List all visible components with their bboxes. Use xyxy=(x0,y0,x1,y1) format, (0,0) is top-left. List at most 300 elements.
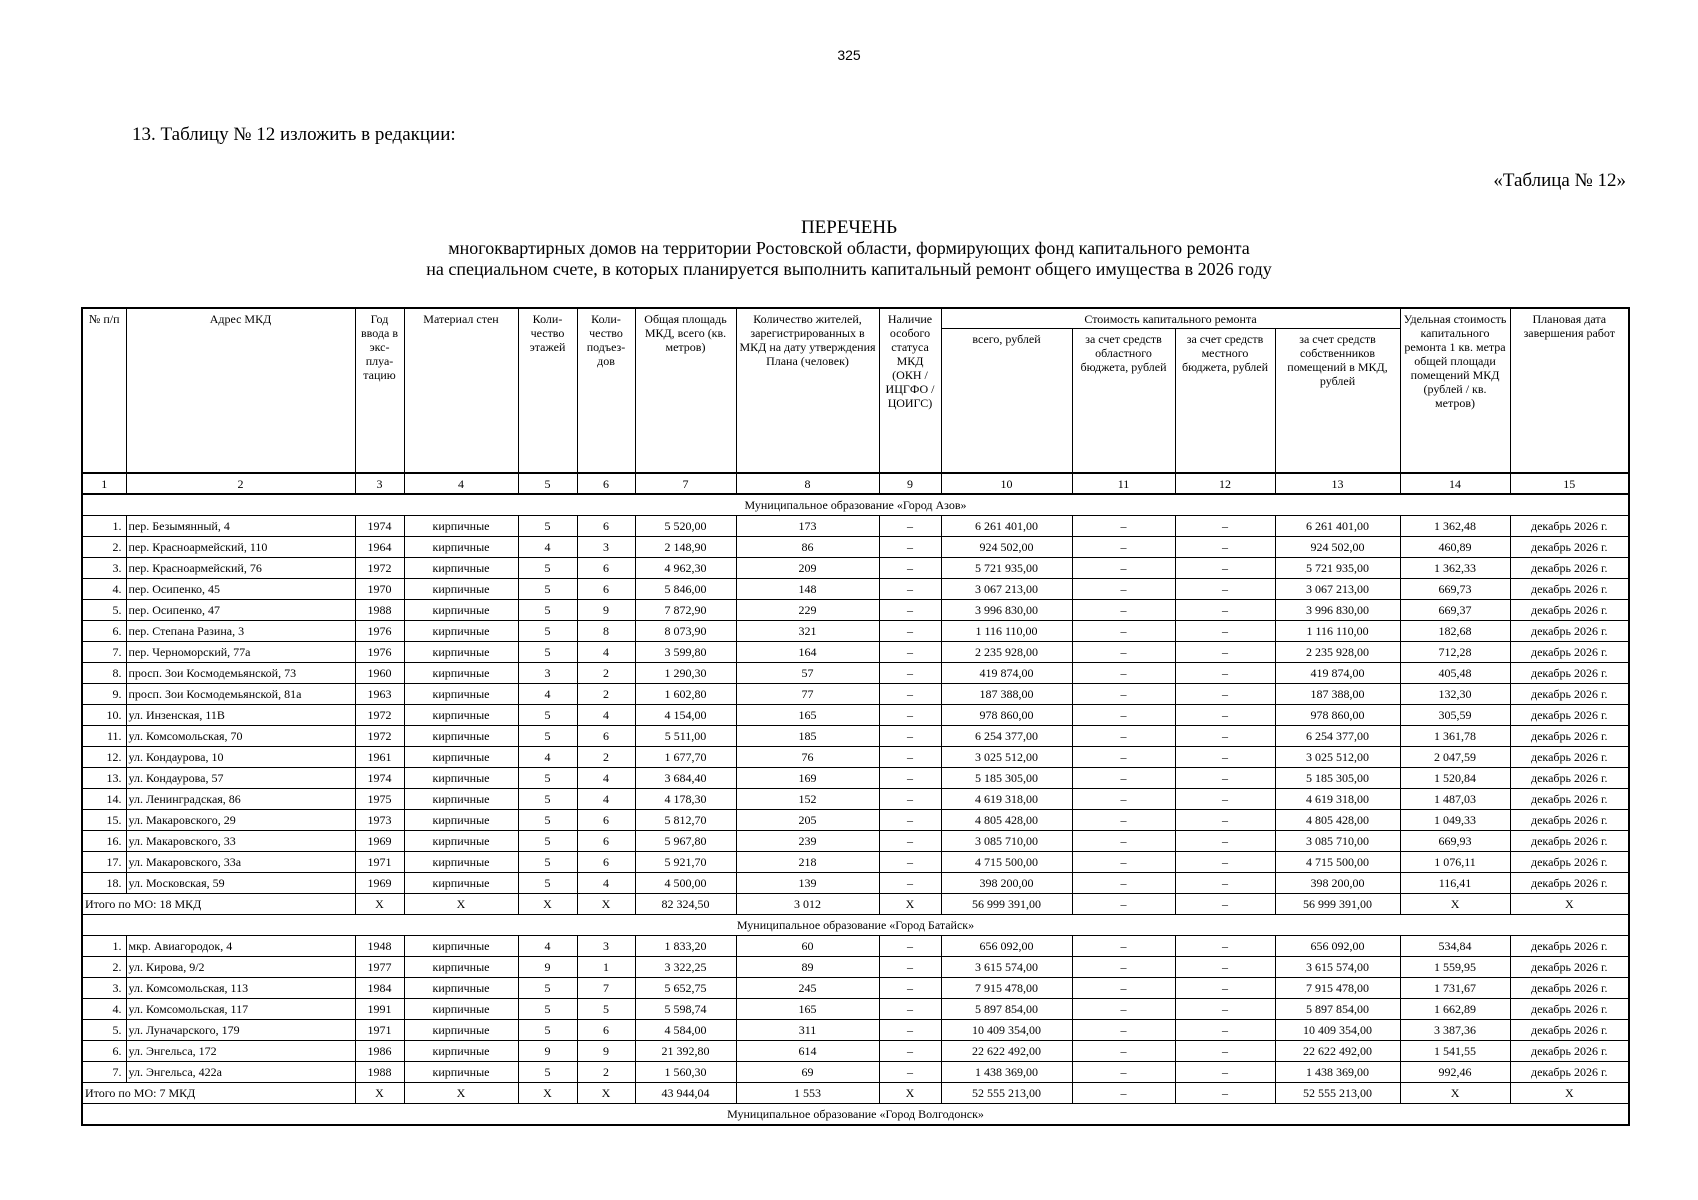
floors: 4 xyxy=(518,936,577,957)
cost-local: – xyxy=(1175,726,1275,747)
address: пер. Черноморский, 77а xyxy=(126,642,355,663)
cost-total: 52 555 213,00 xyxy=(941,1083,1072,1104)
completion-date: декабрь 2026 г. xyxy=(1510,684,1629,705)
unit-cost: 1 362,33 xyxy=(1400,558,1510,579)
floors: 3 xyxy=(518,663,577,684)
row-number: 1. xyxy=(82,936,126,957)
total-area: 4 178,30 xyxy=(635,789,736,810)
floors: 5 xyxy=(518,579,577,600)
unit-cost: 1 559,95 xyxy=(1400,957,1510,978)
cost-local: – xyxy=(1175,1083,1275,1104)
wall-material: кирпичные xyxy=(404,1041,518,1062)
address: ул. Кондаурова, 57 xyxy=(126,768,355,789)
column-number: 12 xyxy=(1175,473,1275,494)
table-row xyxy=(82,558,1629,579)
cost-owners: 10 409 354,00 xyxy=(1275,1020,1400,1041)
residents: 86 xyxy=(736,537,879,558)
total-row xyxy=(82,894,1629,915)
cost-total: 398 200,00 xyxy=(941,873,1072,894)
year-built: 1984 xyxy=(355,978,404,999)
year-built: X xyxy=(355,894,404,915)
special-status: – xyxy=(879,726,941,747)
unit-cost: 1 049,33 xyxy=(1400,810,1510,831)
cost-local: – xyxy=(1175,579,1275,600)
cost-owners: 187 388,00 xyxy=(1275,684,1400,705)
completion-date: декабрь 2026 г. xyxy=(1510,558,1629,579)
column-number: 4 xyxy=(404,473,518,494)
cost-owners: 56 999 391,00 xyxy=(1275,894,1400,915)
unit-cost: 1 487,03 xyxy=(1400,789,1510,810)
total-label: Итого по МО: 18 МКД xyxy=(82,894,355,915)
special-status: X xyxy=(879,894,941,915)
row-number: 6. xyxy=(82,621,126,642)
year-built: 1969 xyxy=(355,873,404,894)
entrances: 2 xyxy=(577,747,635,768)
total-area: 5 511,00 xyxy=(635,726,736,747)
cost-total: 3 615 574,00 xyxy=(941,957,1072,978)
floors: 5 xyxy=(518,999,577,1020)
entrances: 2 xyxy=(577,663,635,684)
cost-regional: – xyxy=(1072,873,1175,894)
cost-local: – xyxy=(1175,558,1275,579)
row-number: 3. xyxy=(82,978,126,999)
cost-total: 187 388,00 xyxy=(941,684,1072,705)
table-row xyxy=(82,999,1629,1020)
cost-regional: – xyxy=(1072,726,1175,747)
wall-material: кирпичные xyxy=(404,726,518,747)
year-built: 1976 xyxy=(355,621,404,642)
col-header-12: за счет средств местного бюджета, рублей xyxy=(1175,329,1275,474)
address: мкр. Авиагородок, 4 xyxy=(126,936,355,957)
cost-regional: – xyxy=(1072,600,1175,621)
residents: 57 xyxy=(736,663,879,684)
entrances: 6 xyxy=(577,1020,635,1041)
wall-material: кирпичные xyxy=(404,579,518,600)
completion-date: декабрь 2026 г. xyxy=(1510,1062,1629,1083)
cost-owners: 6 254 377,00 xyxy=(1275,726,1400,747)
floors: 5 xyxy=(518,705,577,726)
entrances: 4 xyxy=(577,789,635,810)
floors: 9 xyxy=(518,1041,577,1062)
row-number: 14. xyxy=(82,789,126,810)
floors: 5 xyxy=(518,1020,577,1041)
floors: 5 xyxy=(518,642,577,663)
cost-regional: – xyxy=(1072,810,1175,831)
year-built: 1988 xyxy=(355,600,404,621)
cost-owners: 4 619 318,00 xyxy=(1275,789,1400,810)
entrances: 5 xyxy=(577,999,635,1020)
cost-owners: 5 721 935,00 xyxy=(1275,558,1400,579)
floors: 5 xyxy=(518,516,577,537)
cost-owners: 52 555 213,00 xyxy=(1275,1083,1400,1104)
residents: 614 xyxy=(736,1041,879,1062)
row-number: 16. xyxy=(82,831,126,852)
cost-total: 419 874,00 xyxy=(941,663,1072,684)
total-row xyxy=(82,1083,1629,1104)
residents: 218 xyxy=(736,852,879,873)
total-area: 43 944,04 xyxy=(635,1083,736,1104)
floors: 5 xyxy=(518,600,577,621)
unit-cost: X xyxy=(1400,1083,1510,1104)
special-status: – xyxy=(879,831,941,852)
unit-cost: 2 047,59 xyxy=(1400,747,1510,768)
completion-date: декабрь 2026 г. xyxy=(1510,957,1629,978)
floors: 5 xyxy=(518,789,577,810)
wall-material: кирпичные xyxy=(404,831,518,852)
year-built: 1972 xyxy=(355,726,404,747)
floors: 5 xyxy=(518,852,577,873)
address: пер. Красноармейский, 110 xyxy=(126,537,355,558)
cost-regional: – xyxy=(1072,642,1175,663)
residents: 165 xyxy=(736,705,879,726)
entrances: 6 xyxy=(577,516,635,537)
cost-total: 3 996 830,00 xyxy=(941,600,1072,621)
unit-cost: 1 541,55 xyxy=(1400,1041,1510,1062)
unit-cost: 669,37 xyxy=(1400,600,1510,621)
cost-owners: 4 715 500,00 xyxy=(1275,852,1400,873)
special-status: – xyxy=(879,978,941,999)
cost-total: 1 438 369,00 xyxy=(941,1062,1072,1083)
completion-date: X xyxy=(1510,894,1629,915)
cost-owners: 978 860,00 xyxy=(1275,705,1400,726)
col-header-5: Коли-чество этажей xyxy=(518,308,577,473)
residents: 239 xyxy=(736,831,879,852)
unit-cost: 669,93 xyxy=(1400,831,1510,852)
table-row xyxy=(82,705,1629,726)
entrances: 4 xyxy=(577,642,635,663)
year-built: 1964 xyxy=(355,537,404,558)
cost-regional: – xyxy=(1072,1020,1175,1041)
row-number: 5. xyxy=(82,600,126,621)
wall-material: X xyxy=(404,1083,518,1104)
cost-total: 10 409 354,00 xyxy=(941,1020,1072,1041)
special-status: – xyxy=(879,999,941,1020)
cost-local: – xyxy=(1175,936,1275,957)
cost-total: 22 622 492,00 xyxy=(941,1041,1072,1062)
residents: 77 xyxy=(736,684,879,705)
entrances: 3 xyxy=(577,537,635,558)
residents: 1 553 xyxy=(736,1083,879,1104)
column-number: 13 xyxy=(1275,473,1400,494)
entrances: 8 xyxy=(577,621,635,642)
cost-total: 3 085 710,00 xyxy=(941,831,1072,852)
year-built: 1972 xyxy=(355,705,404,726)
column-number: 14 xyxy=(1400,473,1510,494)
unit-cost: 1 076,11 xyxy=(1400,852,1510,873)
address: ул. Московская, 59 xyxy=(126,873,355,894)
mkd-table xyxy=(81,307,1630,1126)
year-built: 1988 xyxy=(355,1062,404,1083)
floors: 5 xyxy=(518,1062,577,1083)
total-area: 82 324,50 xyxy=(635,894,736,915)
cost-local: – xyxy=(1175,600,1275,621)
col-header-cost-group: Стоимость капитального ремонта xyxy=(941,308,1400,329)
column-number: 1 xyxy=(82,473,126,494)
table-row xyxy=(82,957,1629,978)
special-status: – xyxy=(879,684,941,705)
year-built: 1963 xyxy=(355,684,404,705)
total-label: Итого по МО: 7 МКД xyxy=(82,1083,355,1104)
entrances: 1 xyxy=(577,957,635,978)
special-status: – xyxy=(879,852,941,873)
entrances: 6 xyxy=(577,579,635,600)
cost-owners: 1 438 369,00 xyxy=(1275,1062,1400,1083)
address: ул. Кирова, 9/2 xyxy=(126,957,355,978)
year-built: 1961 xyxy=(355,747,404,768)
cost-total: 4 805 428,00 xyxy=(941,810,1072,831)
row-number: 2. xyxy=(82,537,126,558)
address: пер. Осипенко, 45 xyxy=(126,579,355,600)
unit-cost: 460,89 xyxy=(1400,537,1510,558)
address: пер. Безымянный, 4 xyxy=(126,516,355,537)
address: ул. Энгельса, 172 xyxy=(126,1041,355,1062)
total-area: 5 652,75 xyxy=(635,978,736,999)
completion-date: декабрь 2026 г. xyxy=(1510,600,1629,621)
cost-owners: 2 235 928,00 xyxy=(1275,642,1400,663)
unit-cost: 1 361,78 xyxy=(1400,726,1510,747)
wall-material: кирпичные xyxy=(404,978,518,999)
completion-date: декабрь 2026 г. xyxy=(1510,642,1629,663)
wall-material: кирпичные xyxy=(404,747,518,768)
address: ул. Комсомольская, 113 xyxy=(126,978,355,999)
year-built: 1971 xyxy=(355,1020,404,1041)
residents: 69 xyxy=(736,1062,879,1083)
cost-local: – xyxy=(1175,873,1275,894)
table-row xyxy=(82,1041,1629,1062)
floors: 5 xyxy=(518,810,577,831)
cost-regional: – xyxy=(1072,831,1175,852)
entrances: 3 xyxy=(577,936,635,957)
section-title: Муниципальное образование «Город Волгодонск» xyxy=(82,1104,1629,1126)
cost-local: – xyxy=(1175,789,1275,810)
table-body xyxy=(82,473,1629,1125)
unit-cost: 992,46 xyxy=(1400,1062,1510,1083)
row-number: 10. xyxy=(82,705,126,726)
intro-text: 13. Таблицу № 12 изложить в редакции: xyxy=(132,124,456,145)
special-status: X xyxy=(879,1083,941,1104)
address: пер. Красноармейский, 76 xyxy=(126,558,355,579)
total-area: 4 154,00 xyxy=(635,705,736,726)
entrances: 9 xyxy=(577,1041,635,1062)
cost-regional: – xyxy=(1072,663,1175,684)
residents: 165 xyxy=(736,999,879,1020)
cost-total: 3 067 213,00 xyxy=(941,579,1072,600)
residents: 152 xyxy=(736,789,879,810)
cost-local: – xyxy=(1175,663,1275,684)
floors: 4 xyxy=(518,684,577,705)
cost-regional: – xyxy=(1072,747,1175,768)
completion-date: декабрь 2026 г. xyxy=(1510,978,1629,999)
column-number-row xyxy=(82,473,1629,494)
cost-local: – xyxy=(1175,1062,1275,1083)
unit-cost: 669,73 xyxy=(1400,579,1510,600)
cost-regional: – xyxy=(1072,957,1175,978)
year-built: 1971 xyxy=(355,852,404,873)
column-number: 11 xyxy=(1072,473,1175,494)
cost-total: 1 116 110,00 xyxy=(941,621,1072,642)
heading-title: ПЕРЕЧЕНЬ xyxy=(800,217,898,238)
table-row xyxy=(82,1062,1629,1083)
wall-material: кирпичные xyxy=(404,768,518,789)
floors: 5 xyxy=(518,726,577,747)
col-header-9: Наличие особого статуса МКД (ОКН / ИЦГФО / ЦОИГС) xyxy=(879,308,941,473)
cost-owners: 6 261 401,00 xyxy=(1275,516,1400,537)
wall-material: кирпичные xyxy=(404,999,518,1020)
completion-date: декабрь 2026 г. xyxy=(1510,747,1629,768)
column-number: 6 xyxy=(577,473,635,494)
row-number: 18. xyxy=(82,873,126,894)
cost-owners: 5 897 854,00 xyxy=(1275,999,1400,1020)
unit-cost: 3 387,36 xyxy=(1400,1020,1510,1041)
cost-local: – xyxy=(1175,642,1275,663)
entrances: 9 xyxy=(577,600,635,621)
table-row xyxy=(82,621,1629,642)
residents: 245 xyxy=(736,978,879,999)
address: ул. Комсомольская, 70 xyxy=(126,726,355,747)
column-number: 5 xyxy=(518,473,577,494)
cost-owners: 22 622 492,00 xyxy=(1275,1041,1400,1062)
unit-cost: 1 731,67 xyxy=(1400,978,1510,999)
floors: 5 xyxy=(518,873,577,894)
completion-date: декабрь 2026 г. xyxy=(1510,999,1629,1020)
cost-total: 4 619 318,00 xyxy=(941,789,1072,810)
year-built: 1991 xyxy=(355,999,404,1020)
wall-material: кирпичные xyxy=(404,852,518,873)
year-built: 1972 xyxy=(355,558,404,579)
completion-date: X xyxy=(1510,1083,1629,1104)
completion-date: декабрь 2026 г. xyxy=(1510,516,1629,537)
wall-material: кирпичные xyxy=(404,1062,518,1083)
address: ул. Луначарского, 179 xyxy=(126,1020,355,1041)
floors: 5 xyxy=(518,621,577,642)
document-heading xyxy=(0,217,1698,280)
col-header-1: № п/п xyxy=(82,308,126,473)
wall-material: кирпичные xyxy=(404,810,518,831)
cost-owners: 3 615 574,00 xyxy=(1275,957,1400,978)
special-status: – xyxy=(879,705,941,726)
completion-date: декабрь 2026 г. xyxy=(1510,810,1629,831)
completion-date: декабрь 2026 г. xyxy=(1510,789,1629,810)
completion-date: декабрь 2026 г. xyxy=(1510,663,1629,684)
cost-total: 924 502,00 xyxy=(941,537,1072,558)
cost-owners: 3 996 830,00 xyxy=(1275,600,1400,621)
cost-owners: 3 085 710,00 xyxy=(1275,831,1400,852)
residents: 148 xyxy=(736,579,879,600)
cost-regional: – xyxy=(1072,684,1175,705)
residents: 169 xyxy=(736,768,879,789)
year-built: 1975 xyxy=(355,789,404,810)
unit-cost: 712,28 xyxy=(1400,642,1510,663)
cost-owners: 3 067 213,00 xyxy=(1275,579,1400,600)
year-built: X xyxy=(355,1083,404,1104)
special-status: – xyxy=(879,621,941,642)
wall-material: кирпичные xyxy=(404,558,518,579)
cost-owners: 419 874,00 xyxy=(1275,663,1400,684)
special-status: – xyxy=(879,768,941,789)
entrances: 4 xyxy=(577,705,635,726)
year-built: 1977 xyxy=(355,957,404,978)
cost-owners: 4 805 428,00 xyxy=(1275,810,1400,831)
cost-local: – xyxy=(1175,684,1275,705)
table-row xyxy=(82,726,1629,747)
row-number: 12. xyxy=(82,747,126,768)
cost-regional: – xyxy=(1072,1062,1175,1083)
year-built: 1969 xyxy=(355,831,404,852)
unit-cost: 405,48 xyxy=(1400,663,1510,684)
heading-line-2: многоквартирных домов на территории Ростовской области, формирующих фонд капитального ремонта xyxy=(448,238,1250,258)
table-row xyxy=(82,684,1629,705)
cost-total: 978 860,00 xyxy=(941,705,1072,726)
total-area: 5 598,74 xyxy=(635,999,736,1020)
total-area: 7 872,90 xyxy=(635,600,736,621)
special-status: – xyxy=(879,558,941,579)
residents: 173 xyxy=(736,516,879,537)
cost-local: – xyxy=(1175,1020,1275,1041)
table-row xyxy=(82,873,1629,894)
row-number: 4. xyxy=(82,999,126,1020)
col-header-7: Общая площадь МКД, всего (кв. метров) xyxy=(635,308,736,473)
wall-material: кирпичные xyxy=(404,642,518,663)
entrances: 6 xyxy=(577,831,635,852)
total-area: 5 967,80 xyxy=(635,831,736,852)
row-number: 7. xyxy=(82,642,126,663)
wall-material: кирпичные xyxy=(404,516,518,537)
entrances: 6 xyxy=(577,810,635,831)
year-built: 1973 xyxy=(355,810,404,831)
address: ул. Макаровского, 33а xyxy=(126,852,355,873)
table-row xyxy=(82,978,1629,999)
unit-cost: 1 662,89 xyxy=(1400,999,1510,1020)
cost-regional: – xyxy=(1072,1083,1175,1104)
total-area: 4 962,30 xyxy=(635,558,736,579)
cost-local: – xyxy=(1175,747,1275,768)
cost-owners: 656 092,00 xyxy=(1275,936,1400,957)
col-header-10: всего, рублей xyxy=(941,329,1072,474)
table-row xyxy=(82,852,1629,873)
cost-local: – xyxy=(1175,999,1275,1020)
wall-material: кирпичные xyxy=(404,957,518,978)
cost-local: – xyxy=(1175,852,1275,873)
floors: X xyxy=(518,894,577,915)
entrances: 6 xyxy=(577,852,635,873)
address: просп. Зои Космодемьянской, 73 xyxy=(126,663,355,684)
total-area: 3 322,25 xyxy=(635,957,736,978)
cost-regional: – xyxy=(1072,579,1175,600)
special-status: – xyxy=(879,1062,941,1083)
wall-material: кирпичные xyxy=(404,936,518,957)
table-row xyxy=(82,768,1629,789)
special-status: – xyxy=(879,789,941,810)
wall-material: X xyxy=(404,894,518,915)
table-row xyxy=(82,747,1629,768)
wall-material: кирпичные xyxy=(404,663,518,684)
unit-cost: 305,59 xyxy=(1400,705,1510,726)
cost-local: – xyxy=(1175,810,1275,831)
row-number: 6. xyxy=(82,1041,126,1062)
unit-cost: 1 362,48 xyxy=(1400,516,1510,537)
cost-local: – xyxy=(1175,768,1275,789)
special-status: – xyxy=(879,579,941,600)
col-header-6: Коли-чество подъез-дов xyxy=(577,308,635,473)
completion-date: декабрь 2026 г. xyxy=(1510,873,1629,894)
cost-local: – xyxy=(1175,957,1275,978)
completion-date: декабрь 2026 г. xyxy=(1510,537,1629,558)
unit-cost: 534,84 xyxy=(1400,936,1510,957)
entrances: 4 xyxy=(577,768,635,789)
residents: 60 xyxy=(736,936,879,957)
section-row xyxy=(82,494,1629,516)
address: ул. Макаровского, 29 xyxy=(126,810,355,831)
